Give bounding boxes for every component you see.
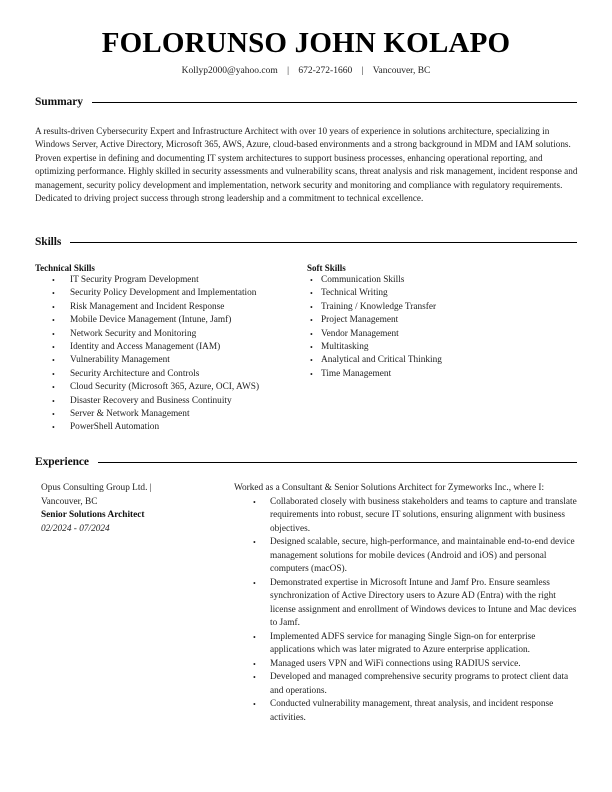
job-bullets xyxy=(234,496,579,726)
company-separator: | xyxy=(149,483,152,493)
summary-section-header xyxy=(35,95,577,109)
company-name: Opus Consulting Group Ltd. xyxy=(41,483,148,493)
skill-label: Disaster Recovery and Business Continuity xyxy=(70,395,232,406)
technical-skills-column xyxy=(35,262,259,435)
section-title: Skills xyxy=(35,236,62,248)
skill-label: Vendor Management xyxy=(321,328,399,339)
bullet-icon: • xyxy=(52,410,55,420)
list-item xyxy=(234,536,579,577)
skill-label: Analytical and Critical Thinking xyxy=(321,355,442,366)
candidate-name: FOLORUNSO JOHN KOLAPO xyxy=(101,27,511,59)
list-item xyxy=(35,301,259,314)
list-item xyxy=(35,381,259,394)
bullet-icon: • xyxy=(310,316,313,326)
bullet-icon: • xyxy=(310,343,313,353)
skills-section-header xyxy=(35,235,577,249)
bullet-icon: • xyxy=(253,538,256,547)
job-role: Senior Solutions Architect xyxy=(41,510,145,520)
skill-label: Training / Knowledge Transfer xyxy=(321,301,437,312)
technical-skills-title: Technical Skills xyxy=(35,263,95,273)
bullet-text: Developed and managed comprehensive security programs to protect client data and operations. xyxy=(270,672,569,696)
list-item xyxy=(307,287,442,300)
bullet-text: Implemented ADFS service for managing Single Sign-on for enterprise applications which was later migrated to Azure enterprise application. xyxy=(270,631,536,655)
list-item xyxy=(35,421,259,434)
bullet-text: Managed users VPN and WiFi connections using RADIUS service. xyxy=(270,658,521,669)
skill-label: Project Management xyxy=(321,315,399,326)
list-item xyxy=(234,658,579,672)
list-item xyxy=(307,328,442,341)
company-line xyxy=(41,482,221,496)
list-item xyxy=(307,354,442,367)
email-link[interactable]: Kollyp2000@yahoo.com xyxy=(181,66,278,76)
skill-label: Mobile Device Management (Intune, Jamf) xyxy=(70,315,232,326)
bullet-icon: • xyxy=(253,673,256,682)
phone-number: 672-272-1660 xyxy=(298,66,353,76)
soft-skills-list xyxy=(307,274,442,381)
job-details xyxy=(234,482,579,725)
skill-label: Communication Skills xyxy=(321,275,405,285)
bullet-icon: • xyxy=(253,497,256,507)
list-item xyxy=(35,368,259,381)
list-item xyxy=(35,408,259,421)
list-item xyxy=(35,341,259,354)
bullet-icon: • xyxy=(310,329,313,339)
list-item xyxy=(307,274,442,287)
bullet-icon: • xyxy=(52,302,55,312)
bullet-text: Collaborated closely with business stakeholders and teams to capture and translate requirements into robust, secure IT solutions, ensuring alignment with business objectives. xyxy=(270,496,577,534)
list-item xyxy=(307,301,442,314)
skill-label: Identity and Access Management (IAM) xyxy=(70,342,221,353)
skill-label: Network Security and Monitoring xyxy=(70,328,197,339)
skill-label: Technical Writing xyxy=(321,288,388,299)
job-dates: 02/2024 - 07/2024 xyxy=(41,523,110,534)
bullet-icon: • xyxy=(253,632,256,642)
skill-label: Vulnerability Management xyxy=(70,355,170,366)
bullet-icon: • xyxy=(52,356,55,366)
list-item xyxy=(35,328,259,341)
list-item xyxy=(307,341,442,354)
bullet-icon: • xyxy=(253,659,256,669)
soft-skills-title: Soft Skills xyxy=(307,263,346,273)
location: Vancouver, BC xyxy=(372,66,431,76)
list-item xyxy=(234,631,579,658)
bullet-icon: • xyxy=(52,383,55,393)
list-item xyxy=(307,368,442,381)
skill-label: Cloud Security (Microsoft 365, Azure, OCI, AWS) xyxy=(70,382,260,393)
bullet-icon: • xyxy=(310,356,313,366)
section-divider xyxy=(92,102,577,103)
skill-label: Server & Network Management xyxy=(70,409,190,420)
bullet-icon: • xyxy=(52,369,55,379)
job-intro: Worked as a Consultant & Senior Solutions Architect for Zymeworks Inc., where I: xyxy=(234,483,545,493)
job-meta xyxy=(41,482,221,536)
job-location: Vancouver, BC xyxy=(41,496,98,507)
contact-separator: | xyxy=(287,66,289,76)
skill-label: IT Security Program Development xyxy=(70,275,199,285)
list-item xyxy=(35,354,259,367)
soft-skills-column xyxy=(307,262,442,381)
bullet-icon: • xyxy=(310,276,313,285)
bullet-icon: • xyxy=(52,276,55,285)
bullet-text: Conducted vulnerability management, threat analysis, and incident response activities. xyxy=(270,699,554,723)
bullet-icon: • xyxy=(52,396,55,406)
bullet-icon: • xyxy=(52,329,55,339)
skill-label: Multitasking xyxy=(321,342,369,353)
section-divider xyxy=(98,462,577,463)
summary-text: A results-driven Cybersecurity Expert and Infrastructure Architect with over 10 years of experience in solutions architecture, specializing in Windows Server, Active Directory, Microsoft 365, AWS, Azure, cloud-based environments and a strong background in MDM and IAM solutions. Proven expertise in defining and documenting IT system architectures to support business processes, enhancing operational reporting, and optimizing performance. Highly skilled in security assessments and vulnerability scans, threat analysis and risk management, incident response and management, security policy development and implementation, network security and monitoring and compliance with regulatory requirements. Dedicated to driving project success through strong leadership and a commitment to technical excellence. xyxy=(35,126,578,204)
bullet-text: Demonstrated expertise in Microsoft Intune and Jamf Pro. Ensure seamless synchronization of Active Directory users to Azure AD (Entra) with the right license assignment and enrollment of Windows devices to Intune and Mac devices to Jamf. xyxy=(270,577,577,628)
list-item xyxy=(234,496,579,537)
list-item xyxy=(35,314,259,327)
section-title: Experience xyxy=(35,456,89,468)
skill-label: Security Architecture and Controls xyxy=(70,368,200,379)
experience-section-header xyxy=(35,455,577,469)
list-item xyxy=(35,395,259,408)
list-item xyxy=(35,287,259,300)
contact-separator: | xyxy=(361,66,364,76)
section-title: Summary xyxy=(35,96,83,108)
bullet-icon: • xyxy=(52,289,55,299)
bullet-icon: • xyxy=(253,700,256,709)
list-item xyxy=(234,577,579,631)
bullet-icon: • xyxy=(310,369,313,379)
list-item xyxy=(35,274,259,287)
contact-line xyxy=(0,65,612,77)
list-item xyxy=(307,314,442,327)
bullet-text: Designed scalable, secure, high-performance, and maintainable end-to-end device management solutions for mobile devices (Android and iOS) and personal computers (macOS). xyxy=(270,537,575,574)
list-item xyxy=(234,671,579,698)
bullet-icon: • xyxy=(253,578,256,588)
skill-label: Security Policy Development and Implementation xyxy=(70,288,257,299)
bullet-icon: • xyxy=(52,316,55,326)
section-divider xyxy=(70,242,577,243)
skill-label: Time Management xyxy=(321,368,392,379)
bullet-icon: • xyxy=(52,423,55,433)
list-item xyxy=(234,698,579,725)
bullet-icon: • xyxy=(310,302,313,312)
bullet-icon: • xyxy=(310,289,313,299)
bullet-icon: • xyxy=(52,343,55,353)
skill-label: Risk Management and Incident Response xyxy=(70,301,225,312)
skill-label: PowerShell Automation xyxy=(70,422,160,433)
technical-skills-list xyxy=(35,274,259,435)
